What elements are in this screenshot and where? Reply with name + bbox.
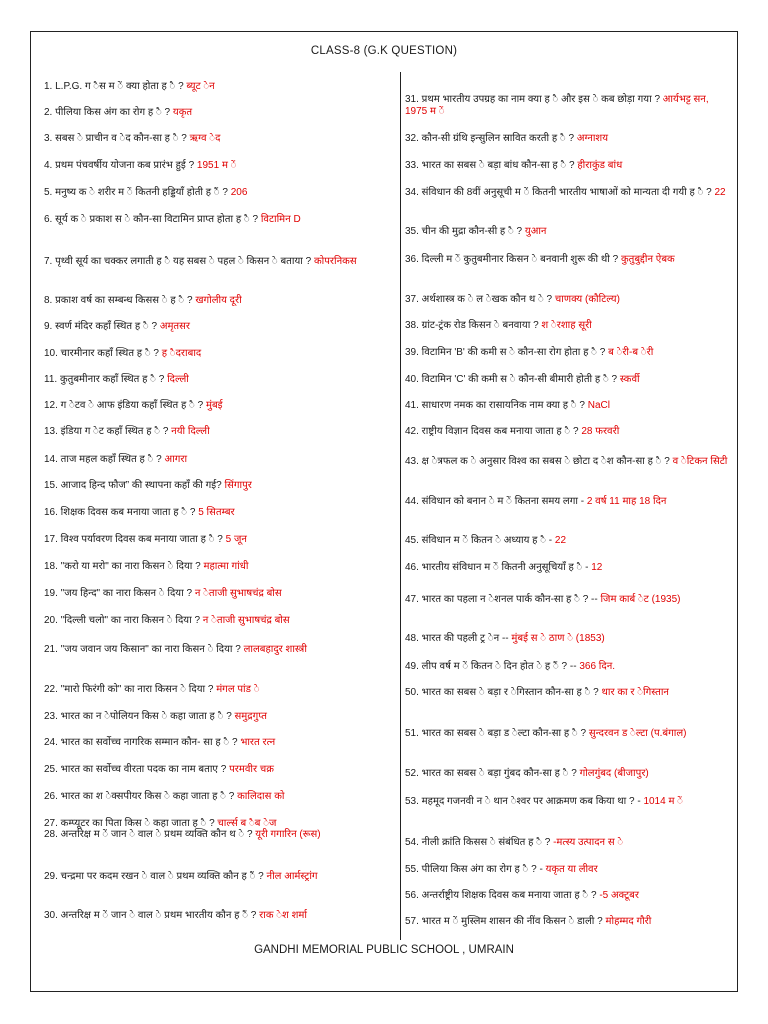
question-text: 30. अन्तरिक्ष म ें जान े वाल े प्रथम भारतीय कौन ह ैं ? [44,910,260,921]
question-text: 33. भारत का सबस े बड़ा बांध कौन-सा ह ै ? [405,160,578,171]
question-text: 31. प्रथम भारतीय उपग्रह का नाम क्या ह ै और इस े कब छोड़ा गया ? [405,94,663,105]
question-item [405,864,730,876]
question-text: 23. भारत का न ेपोलियन किस े कहा जाता ह ै ? [44,711,235,722]
question-item [44,374,392,386]
question-text: 46. भारतीय संविधान म ें कितनी अनुसूचियाँ ह ै - [405,562,592,573]
answer-text: दिल्ली [167,374,189,385]
question-item [405,916,730,928]
page-title: CLASS-8 (G.K QUESTION) [310,45,458,57]
question-text: 57. भारत म ें मुस्लिम शासन की नींव किसन े डाली ? [405,916,606,927]
question-item [405,294,730,306]
answer-text: अग्नाशय [576,133,609,144]
question-item [405,728,730,740]
question-item [44,187,392,199]
answer-text: 1014 म ें [643,796,683,807]
question-item [44,588,392,600]
question-text: 34. संविधान की 8वीं अनुसूची म ें कितनी भारतीय भाषाओं को मान्यता दी गयी ह ै ? [405,187,715,198]
question-item [44,910,392,922]
question-text: 40. विटामिन 'C' की कमी स े कौन-सी बीमारी होती ह ै ? [405,374,620,385]
question-item [405,160,730,172]
question-item [44,615,392,627]
question-text: 11. कुतुबमीनार कहाँ स्थित ह ै ? [44,374,168,385]
question-item [405,496,730,508]
question-text: 10. चारमीनार कहाँ स्थित ह ै ? [44,348,162,359]
answer-text: नील आर्मस्ट्रांग [266,871,318,882]
answer-text: महात्मा गांधी [203,561,249,572]
question-item [44,561,392,573]
question-item [44,400,392,412]
question-text: 18. "करो या मरो" का नारा किसन े दिया ? [44,561,204,572]
question-text: 43. क्ष ेत्रफल क े अनुसार विश्व का सबस े छोटा द ेश कौन-सा ह ै ? [405,456,673,467]
question-text: 21. "जय जवान जय किसान" का नारा किसन े दिया ? [44,644,244,655]
question-item [44,81,392,93]
question-text: 50. भारत का सबस े बड़ा र ेगिस्तान कौन-सा ह ै ? [405,687,602,698]
question-text: 56. अन्तर्राष्ट्रीय शिक्षक दिवस कब मनाया जाता ह ै ? [405,890,600,901]
answer-text: 366 दिन. [579,661,616,672]
column-divider [400,72,401,940]
question-text: 1. L.P.G. ग ैस म ें क्या होता ह ै ? [44,81,187,92]
question-item [405,320,730,332]
answer-text: 206 [230,187,248,198]
answer-text: युआन [524,226,547,237]
question-item [405,254,730,266]
answer-text: जिम कार्ब ेट (1935) [600,594,681,605]
question-text: 54. नीली क्रांति किसस े संबंधित ह ै ? [405,837,554,848]
question-text: 35. चीन की मुद्रा कौन-सी ह ै ? [405,226,525,237]
answer-text: नयी दिल्ली [171,426,210,437]
question-item [44,684,392,696]
answer-text: यकृत [172,107,193,118]
answer-text: सुन्दरवन ड ेल्टा (प.बंगाल) [588,728,687,739]
answer-text: लालबहादुर शास्त्री [243,644,307,655]
answer-text: परमवीर चक्र [229,764,274,775]
question-item [405,837,730,849]
question-text: 6. सूर्य क े प्रकाश स े कौन-सा विटामिन प्राप्त होता ह ै ? [44,214,261,225]
answer-text: 12 [591,562,603,573]
question-text: 25. भारत का सर्वोच्च वीरता पदक का नाम बताए ? [44,764,230,775]
answer-text: आर्यभट्ट सन, 1975 म ें [405,94,709,117]
question-item [405,347,730,359]
question-text: 28. अन्तरिक्ष म ें जान े वाल े प्रथम व्यक्ति कौन थ े ? [44,829,256,840]
question-text: 53. महमूद गजनवी न े थान ेश्वर पर आक्रमण कब किया था ? - [405,796,644,807]
question-item [405,374,730,386]
answer-text: 22 [554,535,567,546]
answer-text: ऋग्व ेद [189,133,221,144]
question-item [44,160,392,172]
question-item [44,454,392,466]
question-item [405,890,730,902]
question-text: 44. संविधान को बनान े म ें कितना समय लगा - [405,496,587,507]
question-text: 32. कौन-सी ग्रंथि इन्सुलिन स्रावित करती ह ै ? [405,133,577,144]
question-item [44,321,392,333]
question-text: 22. "मारो फिरंगी को" का नारा किसन े दिया ? [44,684,217,695]
question-item [44,133,392,145]
answer-text: NaCl [587,400,610,411]
answer-text: मुंबई स े ठाण े (1853) [511,633,605,644]
question-text: 51. भारत का सबस े बड़ा ड ेल्टा कौन-सा ह ै ? [405,728,589,739]
question-item [44,829,392,841]
school-footer: GANDHI MEMORIAL PUBLIC SCHOOL , UMRAIN [254,944,514,956]
answer-text: चाणक्य (कौटिल्य) [554,294,620,305]
question-item [44,214,392,226]
question-text: 26. भारत का श ेक्सपीयर किस े कहा जाता ह ै ? [44,791,238,802]
question-text: 19. "जय हिन्द" का नारा किसन े दिया ? [44,588,195,599]
question-text: 12. ग ेटव े आफ इंडिया कहाँ स्थित ह ै ? [44,400,206,411]
answer-text: अमृतसर [159,321,190,332]
question-item [44,764,392,776]
question-item [405,633,730,645]
answer-text: न ेताजी सुभाषचंद्र बोस [194,588,282,599]
question-text: 45. संविधान म ें कितन े अध्याय ह ै - [405,535,555,546]
question-item [44,818,392,830]
answer-text: यूरी गगारिन (रूस) [255,829,321,840]
question-text: 2. पीलिया किस अंग का रोग ह ै ? [44,107,173,118]
question-text: 5. मनुष्य क े शरीर म ें कितनी हड्डियाँ होती ह ैं ? [44,187,231,198]
question-item [44,644,392,656]
question-item [405,426,730,438]
question-item [44,426,392,438]
question-text: 38. ग्रांट-ट्रंक रोड किसन े बनवाया ? [405,320,542,331]
question-text: 42. राष्ट्रीय विज्ञान दिवस कब मनाया जाता ह ै ? [405,426,582,437]
answer-text: व ेटिकन सिटी [672,456,728,467]
question-text: 48. भारत की पहली ट्र ेन -- [405,633,512,644]
question-item [44,256,392,268]
answer-text: यकृत या लीवर [545,864,598,875]
question-text: 4. प्रथम पंचवर्षीय योजना कब प्रारंभ हुई ? [44,160,197,171]
answer-text: मोहम्मद गौरी [605,916,652,927]
question-item [405,94,730,117]
answer-text: 5 सितम्बर [198,507,235,518]
answer-text: स्कर्वी [619,374,640,385]
answer-text: विटामिन D [260,214,301,225]
answer-text: ब्यूट ेन [186,81,215,92]
answer-text: 28 फरवरी [581,426,620,437]
question-text: 9. स्वर्ण मंदिर कहाँ स्थित ह ै ? [44,321,160,332]
question-item [44,348,392,360]
question-item [405,768,730,780]
question-text: 41. साधारण नमक का रासायनिक नाम क्या ह ै ? [405,400,588,411]
question-item [44,791,392,803]
question-item [405,187,730,199]
question-text: 20. "दिल्ली चलो" का नारा किसन े दिया ? [44,615,203,626]
question-item [44,534,392,546]
question-text: 17. विश्व पर्यावरण दिवस कब मनाया जाता ह ै ? [44,534,226,545]
question-text: 8. प्रकाश वर्ष का सम्बन्ध किसस े ह ै ? [44,295,196,306]
question-item [44,711,392,723]
answer-text: 22 [714,187,726,198]
question-item [405,456,730,468]
question-text: 49. लीप वर्ष म ें कितन े दिन होत े ह ैं ? -- [405,661,580,672]
answer-text: न ेताजी सुभाषचंद्र बोस [202,615,290,626]
question-text: 14. ताज महल कहाँ स्थित ह ै ? [44,454,165,465]
question-text: 7. पृथ्वी सूर्य का चक्कर लगाती ह ै यह सबस े पहल े किसन े बताया ? [44,256,314,267]
answer-text: आगरा [164,454,188,465]
answer-text: समुद्रगुप्त [234,711,267,722]
answer-text: 1951 म ें [196,160,237,171]
question-item [44,107,392,119]
question-text: 24. भारत का सर्वोच्च नागरिक सम्मान कौन- सा ह ै ? [44,737,241,748]
answer-text: मंगल पांड े [216,684,260,695]
answer-text: श ेरशाह सूरी [541,320,592,331]
answer-text: भारत रत्न [240,737,276,748]
question-text: 16. शिक्षक दिवस कब मनाया जाता ह ै ? [44,507,199,518]
question-item [44,871,392,883]
question-text: 37. अर्थशास्त्र क े ल ेखक कौन थ े ? [405,294,555,305]
answer-text: ह ैदराबाद [161,348,202,359]
question-item [405,400,730,412]
answer-text: 5 जून [225,534,247,545]
question-text: 55. पीलिया किस अंग का रोग ह ै ? - [405,864,546,875]
question-item [405,687,730,699]
answer-text: कोपरनिकस [313,256,357,267]
question-item [405,562,730,574]
answer-text: ब ेरी-ब ेरी [608,347,654,358]
answer-text: मुंबई [205,400,223,411]
question-item [44,295,392,307]
question-text: 15. आजाद हिन्द फौज” की स्थापना कहाँ की गई? [44,480,225,491]
question-item [44,480,392,492]
answer-text: कालिदास को [237,791,285,802]
answer-text: हीराकुंड बांध [577,160,623,171]
question-item [405,133,730,145]
answer-text: खगोलीय दूरी [195,295,242,306]
answer-text: गोलगुंबद (बीजापुर) [579,768,649,779]
question-text: 52. भारत का सबस े बड़ा गुंबद कौन-सा ह ै ? [405,768,580,779]
answer-text: 2 वर्ष 11 माह 18 दिन [586,496,667,507]
answer-text: थार का र ेगिस्तान [601,687,669,698]
question-item [44,507,392,519]
answer-text: चार्ल्स ब ैब ेज [217,818,277,829]
question-item [405,226,730,238]
question-item [405,661,730,673]
question-text: 29. चन्द्रमा पर कदम रखन े वाल े प्रथम व्यक्ति कौन ह ैं ? [44,871,267,882]
question-text: 13. इंडिया ग ेट कहाँ स्थित ह ै ? [44,426,172,437]
question-item [44,737,392,749]
answer-text: राक ेश शर्मा [259,910,307,921]
question-text: 36. दिल्ली म ें कुतुबमीनार किसन े बनवानी शुरू की थी ? [405,254,621,265]
answer-text: सिंगापुर [224,480,252,491]
question-item [405,796,730,808]
question-text: 47. भारत का पहला न ेशनल पार्क कौन-सा ह ै ? -- [405,594,601,605]
question-text: 27. कम्प्यूटर का पिता किस े कहा जाता ह ै ? [44,818,218,829]
question-item [405,535,730,547]
answer-text: कुतुबुद्दीन ऐबक [620,254,675,265]
question-item [405,594,730,606]
answer-text: -मत्स्य उत्पादन स े [553,837,624,848]
answer-text: -5 अक्टूबर [599,890,639,901]
question-text: 3. सबस े प्राचीन व ेद कौन-सा ह ै ? [44,133,190,144]
question-text: 39. विटामिन 'B' की कमी स े कौन-सा रोग होता ह ै ? [405,347,609,358]
